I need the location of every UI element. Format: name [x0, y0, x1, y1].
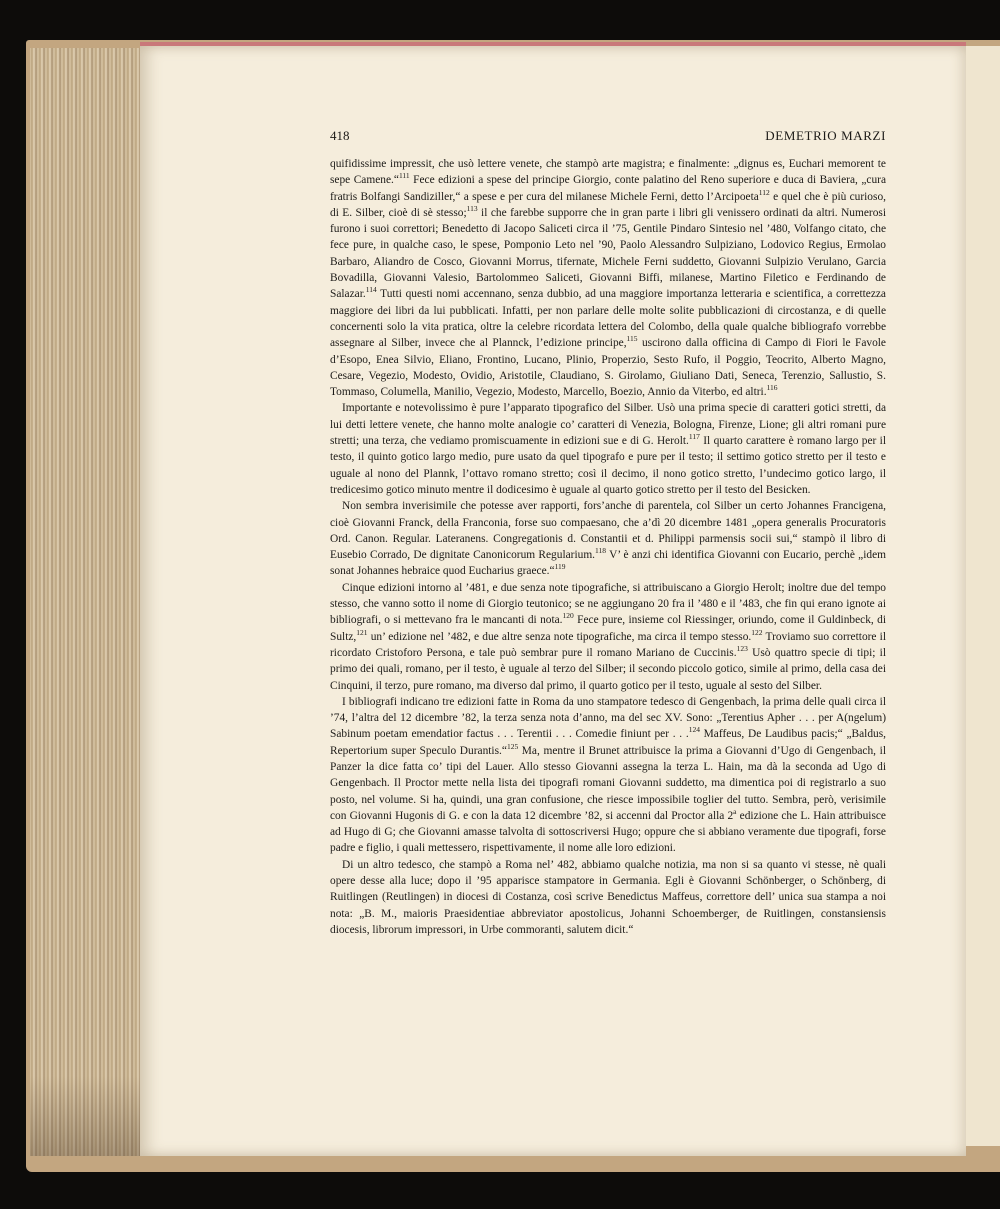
text-run: il che farebbe supporre che in gran parte i libri gli venissero ordinati da altri. Numerosi furono i suoi correttori; Benedetto di Jacopo Saliceti circa il ’75, Gentile Pindaro Sintesio nel ’480, Volfango citato, che fece pure, in qualche caso, le spese, Pomponio Leto nel ’90, Paolo Alessandro Sulpiziano, Lodovico Regius, Ermolao Barbaro, Aliandro de Cosco, Giovanni Morrus, tifernate, Michele Ferni suddetto, Giovanni Sulpizio Verulano, Garcia Bovadilla, Giovanni Valesio, Bartolommeo Saliceti, Giovanni Biffi, milanese, Martino Filetico e Ferdinando de Salazar. — [330, 206, 886, 301]
footnote-ref: a — [733, 807, 737, 817]
footnote-ref: 124 — [688, 725, 700, 735]
body-text — [330, 156, 886, 938]
text-run: Importante e notevolissimo è pure l’apparato tipografico del Silber. Usò una prima specie di caratteri gotici stretti, da lui detti lettere venete, che hanno molte analogie co’ caratteri di Venezia, Bologna, Firenze, Lione; gli altri romani pure stretti; una terza, che vediamo promiscuamente in edizioni sue e di G. Herolt. — [330, 402, 886, 448]
footnote-ref: 114 — [365, 285, 377, 295]
footnote-ref: 113 — [466, 204, 478, 214]
footnote-ref: 116 — [766, 383, 778, 393]
footnote-ref: 122 — [751, 627, 763, 637]
text-run: V’ è anzi chi identifica Giovanni con Eucario, perchè „idem sonat Johannes hebraice quod Eucharius graece.“ — [330, 549, 887, 578]
text-run: Di un altro tedesco, che stampò a Roma nel’ 482, abbiamo qualche notizia, ma non si sa quanto vi stesse, nè quali opere desse alla luce; dopo il ’95 apparisce stampatore in Germania. Egli è Giovanni Schönberger, o Schönberg, di Ruitlingen (Reutlingen) in diocesi di Costanza, così scrive Benedictus Maffeus, correttore dell’ unica sua stampa a noi nota: „B. M., maioris Praesidentiae abbreviator apostolicus, Johanni Schoemberger, de Ruitlingen, constansiensis diocesis, librorum impressori, in Urbe commoranti, salutem dicit.“ — [330, 858, 886, 936]
text-run: I bibliografi indicano tre edizioni fatte in Roma da uno stampatore tedesco di Gengenbach, la prima delle quali circa il ’74, l’altra del 12 dicembre ’82, la terza senza nota d’anno, ma del sec XV. Sono: „Terentius Apher . . . per A(ngelum) Sabinum poetam emendatior factus . . . Terentii . . . Comedie finiunt per . . . — [330, 695, 886, 741]
paragraph — [330, 156, 886, 400]
page-edges — [30, 48, 149, 1156]
text-run: Usò quattro specie di tipi; il primo dei quali, romano, per il testo, è uguale al terzo del Silber; il secondo piccolo gotico, simile al primo, della casa dei Cinquini, il terzo, pure romano, ma diverso dal primo, il quarto gotico per il testo, uguale al sesto del Silber. — [330, 646, 886, 692]
page-header — [330, 128, 886, 146]
text-run: Non sembra inverisimile che potesse aver rapporti, fors’anche di parentela, col Silber un certo Johannes Francigena, cioè Giovanni Franck, della Franconia, forse suo compaesano, che a’dì 20 dicembre 1481 „opera generalis Procuratoris Ord. Canon. Regular. Lateranens. Congregationis d. Constantii et d. Philippi parmensis socii sui,“ stampò il libro di Eusebio Corrado, De dignitate Canonicorum Regularium. — [330, 500, 886, 562]
footnote-ref: 123 — [736, 644, 748, 654]
running-title: DEMETRIO MARZI — [765, 128, 886, 143]
footnote-ref: 125 — [506, 741, 519, 751]
text-run: Il quarto carattere è romano largo per il testo, il quinto gotico largo medio, pure usato da quel tipografo e pure per il testo; il settimo gotico stretto per il testo e uguale al nono del Plannk, l’ottavo romano stretto; così il decimo, il nono gotico stretto, l’undecimo gotico largo, il tredicesimo gotico minuto mentre il dodicesimo è uguale al quarto gotico stretto per il testo del Besicken. — [330, 435, 886, 496]
text-run: un’ edizione nel ’482, e due altre senza note tipografiche, ma circa il tempo stesso. — [367, 630, 752, 643]
text-run: edizione che L. Hain attribuisce ad Hugo di G; che Giovanni amasse talvolta di sottoscriversi Hugo; oppure che si abbiano veramente due tipografi, forse padre e figlio, i quali mettessero, rispettivamente, il nome alle loro edizioni. — [330, 809, 886, 855]
text-run: Maffeus, De Laudibus pacis;“ „Baldus, Repertorium super Speculo Durantis.“ — [330, 728, 886, 757]
text-run: Fece edizioni a spese del principe Giorgio, conte palatino del Reno superiore e duca di Baviera, „cura fratris Bolfangi Sandiziller,“ a spese e per cura del milanese Michele Ferni, detto l’Arcipoeta — [330, 174, 887, 203]
text-run: quifidissime impressit, che usò lettere venete, che stampò arte magistra; e finalmente: „dignus es, Euchari memorent te sepe Camene.“ — [330, 158, 886, 187]
text-run: e quel che è più curioso, di E. Silber, cioè di sè stesso; — [330, 190, 886, 219]
text-run: Fece pure, insieme col Riessinger, oriundo, come il Guldinbeck, di Sultz, — [330, 614, 886, 643]
text-run: Troviamo suo correttore il ricordato Cristoforo Persona, e tale può sembrar pure il romano Mariano de Cuccinis. — [330, 630, 887, 659]
paragraph — [330, 857, 886, 938]
footnote-ref: 121 — [356, 627, 368, 637]
footnote-ref: 118 — [595, 546, 607, 556]
paragraph — [330, 580, 886, 694]
paragraph — [330, 694, 886, 857]
text-run: Tutti questi nomi accennano, senza dubbio, ad una maggiore importanza letteraria e scientifica, a correttezza maggiore dei libri da lui pubblicati. Infatti, per non parlare delle molte solite pubblicazioni di circostanza, e di quelle concernenti solo la vita pratica, oltre la celebre ricordata lettera del Colombo, della quale qualche bibliografo vorrebbe assegnare al Silber, invece che al Plannck, l’edizione principe, — [330, 288, 886, 350]
footnote-ref: 117 — [688, 432, 700, 442]
page-number: 418 — [330, 128, 350, 143]
footnote-ref: 120 — [562, 611, 574, 621]
text-run: Ma, mentre il Brunet attribuisce la prima a Giovanni d’Ugo di Gengenbach, il Panzer la dice fatta co’ tipi del Lauer. Allo stesso Giovanni assegna la terza L. Hain, ma dà la seconda ad Ugo di Gengenbach. Il Proctor mette nella lista dei tipografi romani Giovanni suddetto, ma dimentica poi di registrarlo a suo posto, nel volume. Si ha, quindi, una gran confusione, che riesce impossibile toglier del tutto. Sembra, però, verisimile con Giovanni Hugonis di G. e con la data 12 dicembre ’82, si accenni dal Proctor alla 2 — [330, 744, 886, 822]
footnote-ref: 111 — [398, 171, 410, 181]
footnote-ref: 119 — [554, 562, 566, 572]
paragraph — [330, 400, 886, 498]
text-run: Cinque edizioni intorno al ’481, e due senza note tipografiche, si attribuiscano a Giorgio Herolt; inoltre due del tempo stesso, che vanno sotto il nome di Giorgio teutonico; se ne aggiungano 20 fra il ’480 e il ’483, che fin qui erano ignote ai bibliografi, o si mettevano fra le mancanti di nota. — [330, 581, 886, 627]
footnote-ref: 112 — [758, 187, 770, 197]
footnote-ref: 115 — [626, 334, 638, 344]
text-run: uscirono dalla officina di Campo di Fiori le Favole d’Esopo, Enea Silvio, Eliano, Frontino, Lucano, Plinio, Properzio, Sesto Rufo, il Poggio, Teocrito, Alberto Magno, Cesare, Vegezio, Modesto, Ovidio, Aristotile, Claudiano, S. Girolamo, Giuliano Dati, Seneca, Terenzio, Sallustio, S. Tommaso, Columella, Manilio, Vegezio, Modesto, Marcello, Boezio, Annio da Viterbo, ed altri. — [330, 337, 886, 399]
paragraph — [330, 498, 886, 579]
next-page-edge — [962, 46, 1000, 1146]
